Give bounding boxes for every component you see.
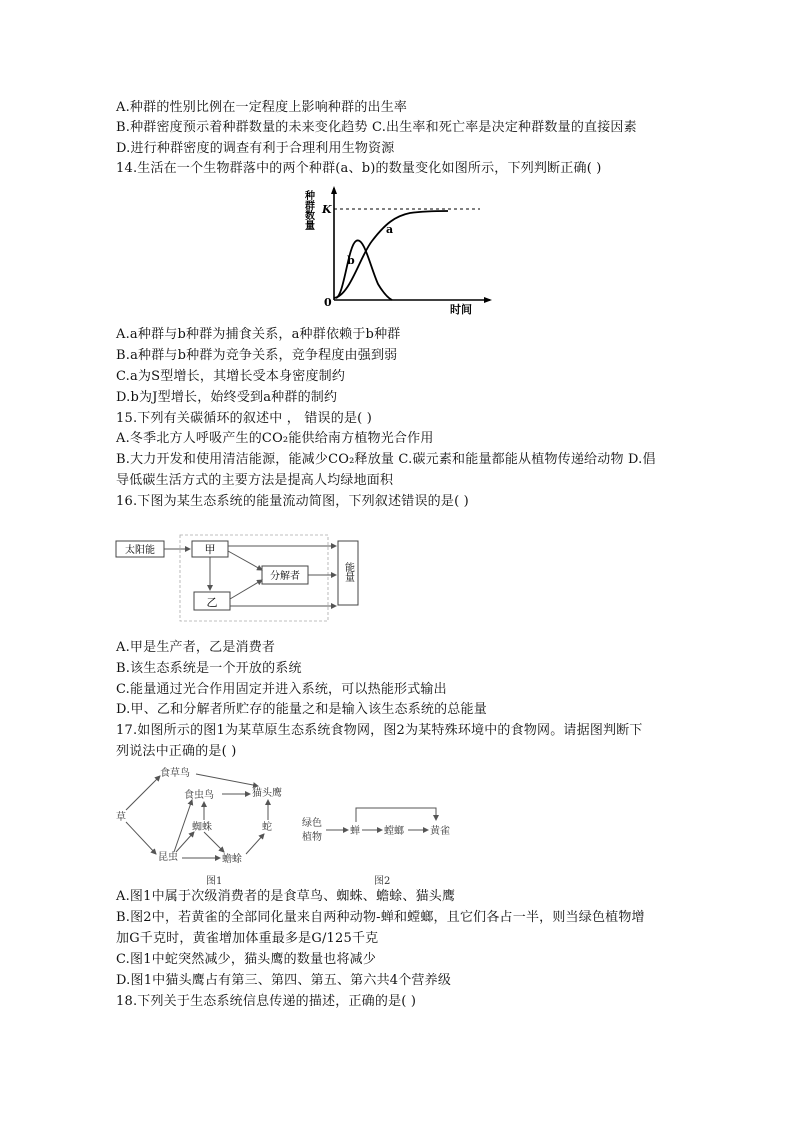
q15-option-b-c-d: B.大力开发和使用清洁能源，能减少CO₂释放量 C.碳元素和能量都能从植物传递给动物 D.倡: [116, 452, 656, 467]
node-owl: 猫头鹰: [252, 788, 282, 799]
q13-option-b-c: B.种群密度预示着种群数量的未来变化趋势 C.出生率和死亡率是决定种群数量的直接因素: [116, 120, 637, 135]
arrow-grass-herb-bird: [126, 776, 160, 810]
ecosystem-boundary: [180, 535, 328, 621]
node-toad: 蟾蜍: [222, 854, 242, 865]
arrow-grass-insect: [126, 822, 156, 854]
q16-option-a: A.甲是生产者，乙是消费者: [116, 640, 276, 655]
q14-option-c: C.a为S型增长，其增长受本身密度制约: [116, 369, 346, 384]
fig2-caption: 图2: [374, 876, 391, 886]
arrow-insect-spider: [176, 832, 194, 852]
food-web-figures: [112, 762, 482, 886]
q13-option-d: D.进行种群密度的调查有利于合理利用生物资源: [116, 141, 395, 156]
jia-label: 甲: [204, 543, 216, 556]
q16-option-c: C.能量通过光合作用固定并进入系统，可以热能形式输出: [116, 682, 447, 697]
y-axis-label: 种群数量: [302, 190, 314, 230]
decomposer-label: 分解者: [270, 571, 300, 582]
jia-to-decomposer-arrow: [228, 551, 262, 570]
node-mantis: 螳螂: [384, 826, 404, 837]
population-graph: [300, 186, 500, 318]
arrow-cicada-oriole: [356, 808, 436, 822]
node-green-plant-1: 绿色: [302, 818, 322, 829]
k-label: K: [322, 203, 332, 216]
origin-label: 0: [324, 296, 332, 309]
q17-option-c: C.图1中蛇突然减少，猫头鹰的数量也将减少: [116, 952, 377, 967]
node-insect-bird: 食虫鸟: [184, 790, 214, 801]
fig1-caption: 图1: [206, 876, 223, 886]
q17-option-b: B.图2中，若黄雀的全部同化量来自两种动物-蝉和螳螂，且它们各占一半，则当绿色植物增: [116, 910, 645, 925]
energy-label: 能量: [342, 562, 354, 582]
x-axis-label: 时间: [450, 303, 472, 316]
q13-option-a: A.种群的性别比例在一定程度上影响种群的出生率: [116, 100, 408, 115]
sun-label: 太阳能: [125, 545, 155, 556]
q14-option-a: A.a种群与b种群为捕食关系，a种群依赖于b种群: [116, 327, 401, 342]
q17-option-d: D.图1中猫头鹰占有第三、第四、第五、第六共4个营养级: [116, 973, 452, 988]
q15-stem: 15.下列有关碳循环的叙述中 ， 错误的是( ): [116, 411, 373, 426]
q18-stem: 18.下列关于生态系统信息传递的描述，正确的是( ): [116, 994, 417, 1009]
node-insect: 昆虫: [158, 852, 178, 863]
q17-stem-cont: 列说法中正确的是( ): [116, 744, 237, 759]
q14-option-d: D.b为J型增长，始终受到a种群的制约: [116, 390, 338, 405]
yi-to-decomposer-arrow: [230, 580, 262, 599]
curve-a-label: a: [386, 223, 394, 236]
arrow-toad-snake: [246, 834, 264, 854]
node-grass: 草: [116, 812, 126, 823]
q17-option-b-cont: 加G千克时，黄雀增加体重最多是G/125千克: [116, 931, 379, 946]
node-cicada: 蝉: [350, 826, 360, 837]
q15-option-d-cont: 导低碳生活方式的主要方法是提高人均绿地面积: [116, 473, 394, 488]
q14-stem: 14.生活在一个生物群落中的两个种群(a、b)的数量变化如图所示，下列判断正确( ): [116, 161, 602, 176]
q16-option-d: D.甲、乙和分解者所贮存的能量之和是输入该生态系统的总能量: [116, 702, 487, 717]
energy-flow-diagram: [114, 530, 374, 632]
y-axis-arrow: [331, 186, 337, 194]
node-oriole: 黄雀: [430, 826, 450, 837]
q17-stem: 17.如图所示的图1为某草原生态系统食物网，图2为某特殊环境中的食物网。请据图判断下: [116, 723, 643, 738]
node-snake: 蛇: [262, 822, 272, 833]
q16-stem: 16.下图为某生态系统的能量流动简图，下列叙述错误的是( ): [116, 494, 469, 509]
q17-option-a: A.图1中属于次级消费者的是食草鸟、蜘蛛、蟾蜍、猫头鹰: [116, 889, 456, 904]
node-herb-bird: 食草鸟: [160, 768, 190, 779]
x-axis-arrow: [484, 297, 492, 303]
yi-label: 乙: [206, 596, 218, 609]
node-green-plant-2: 植物: [302, 832, 322, 843]
node-spider: 蜘蛛: [192, 822, 212, 833]
arrow-spider-toad: [204, 832, 224, 852]
curve-b-label: b: [347, 254, 355, 267]
q14-option-b: B.a种群与b种群为竞争关系，竞争程度由强到弱: [116, 348, 398, 363]
arrow-herb-bird-owl: [196, 774, 258, 786]
q16-option-b: B.该生态系统是一个开放的系统: [116, 661, 302, 676]
q15-option-a: A.冬季北方人呼吸产生的CO₂能供给南方植物光合作用: [116, 431, 434, 446]
